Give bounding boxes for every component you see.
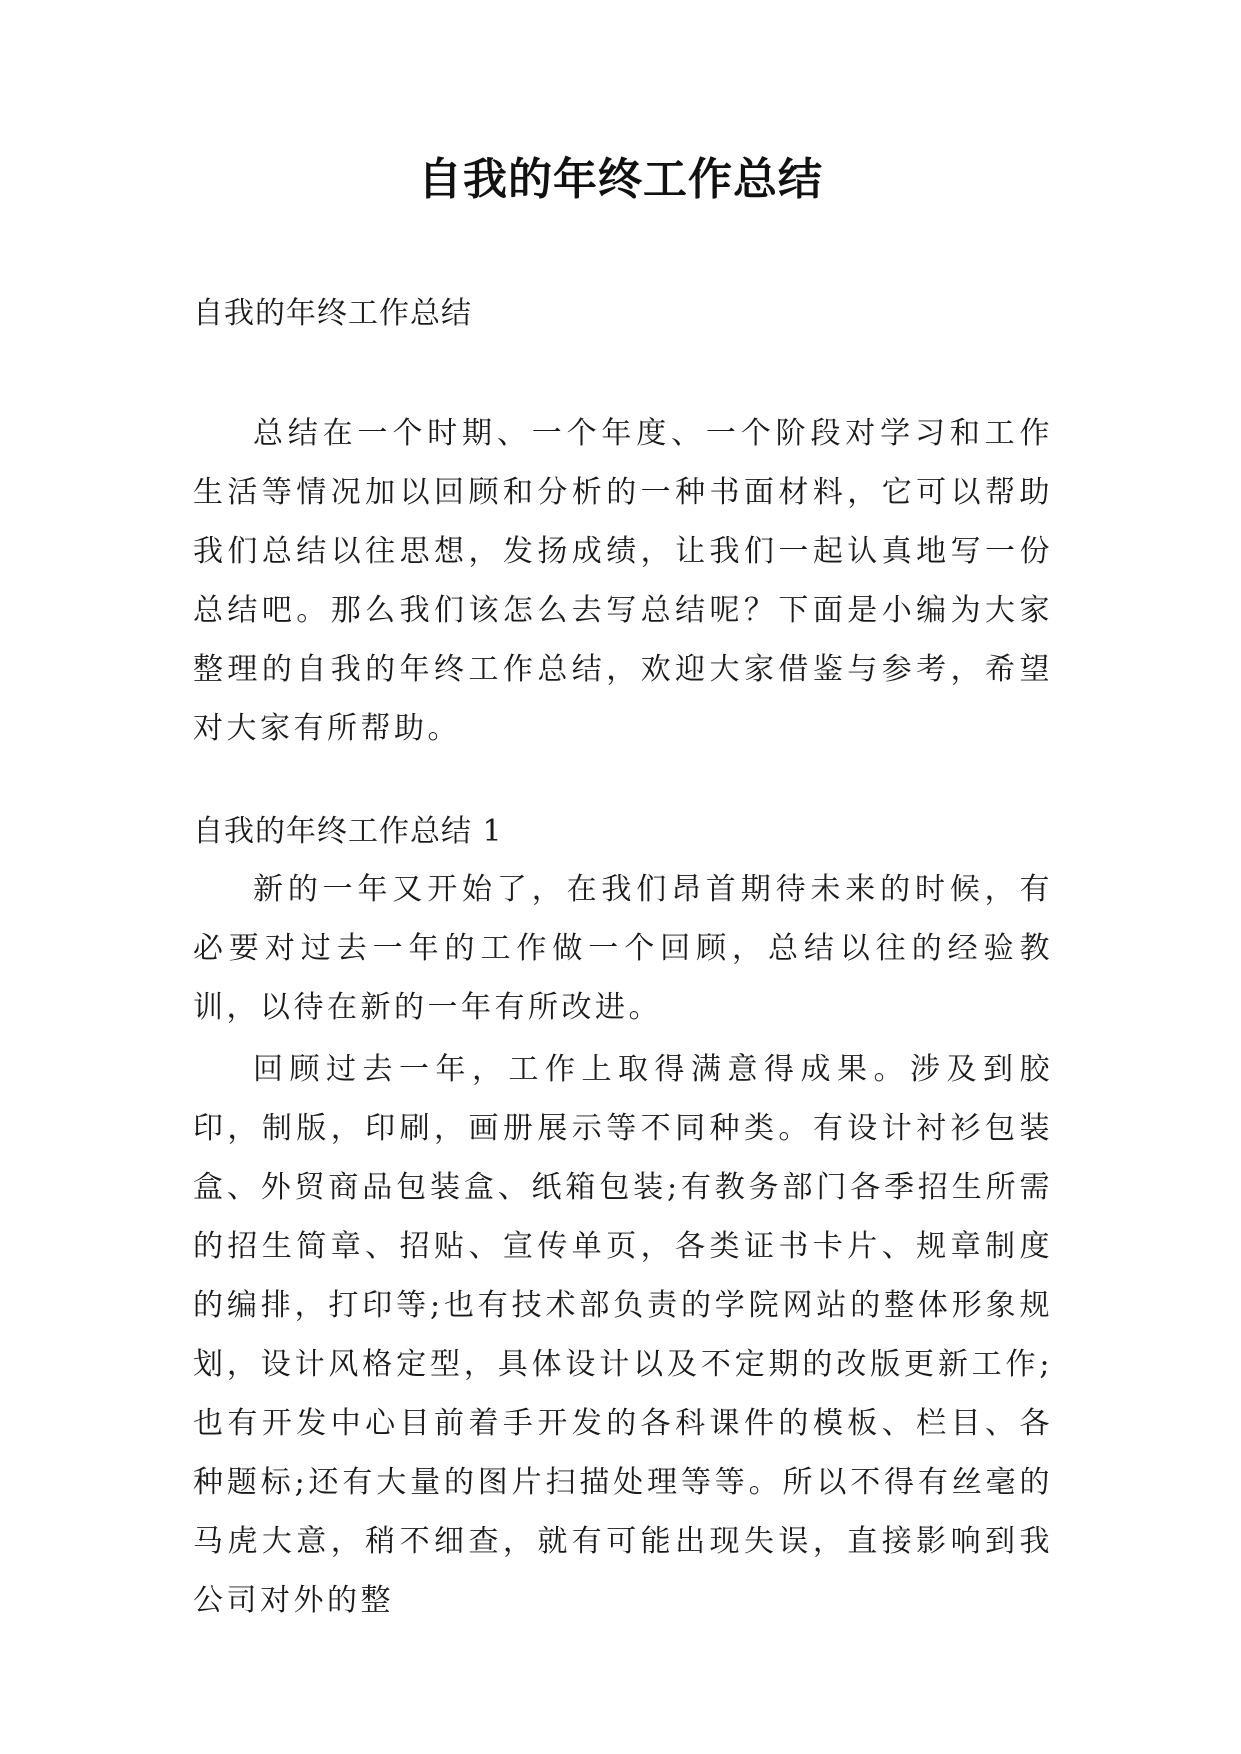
intro-paragraph: 总结在一个时期、一个年度、一个阶段对学习和工作生活等情况加以回顾和分析的一种书面材料，它可以帮助我们总结以往思想，发扬成绩，让我们一起认真地写一份总结吧。那么我们该怎么去写总结呢？下面是小编为大家整理的自我的年终工作总结，欢迎大家借鉴与参考，希望对大家有所帮助。 — [193, 416, 1053, 746]
section1-paragraph-2: 回顾过去一年，工作上取得满意得成果。涉及到胶印，制版，印刷，画册展示等不同种类。有设计衬衫包装盒、外贸商品包装盒、纸箱包装;有教务部门各季招生所需的招生简章、招贴、宣传单页，各类证书卡片、规章制度的编排，打印等;也有技术部负责的学院网站的整体形象规划，设计风格定型，具体设计以及不定期的改版更新工作;也有开发中心目前着手开发的各科课件的模板、栏目、各种题标;还有大量的图片扫描处理等等。所以不得有丝毫的马虎大意，稍不细查，就有可能出现失误，直接影响到我公司对外的整 — [193, 1052, 1053, 1618]
section1-paragraph-1: 新的一年又开始了，在我们昂首期待未来的时候，有必要对过去一年的工作做一个回顾，总结以往的经验教训，以待在新的一年有所改进。 — [193, 872, 1053, 1025]
document-subtitle: 自我的年终工作总结 — [193, 296, 472, 331]
section-heading-1: 自我的年终工作总结 1 — [193, 814, 503, 849]
document-title: 自我的年终工作总结 — [418, 154, 823, 205]
